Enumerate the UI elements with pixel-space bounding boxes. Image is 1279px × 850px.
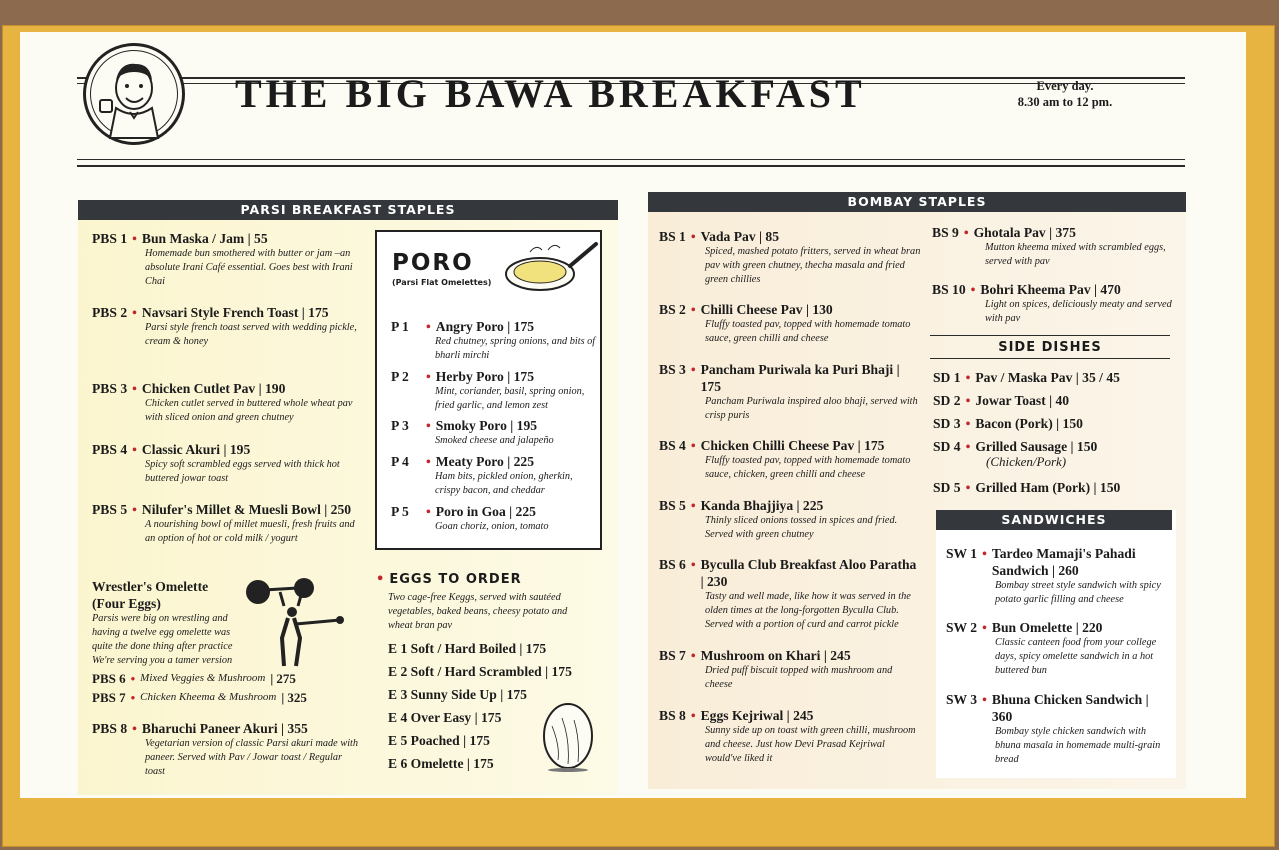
pbs-3[interactable]: PBS 3 • Chicken Cutlet Pav | 190 Chicken cutlet served in buttered whole wheat pav with sliced onion and green chutney <box>92 380 360 425</box>
side-4-note: (Chicken/Pork) <box>986 454 1067 469</box>
page-title: THE BIG BAWA BREAKFAST <box>235 71 866 116</box>
sandwich-heading: SANDWICHES <box>936 510 1172 530</box>
poro-4[interactable]: P 4 • Meaty Poro | 225 Ham bits, pickled onion, gherkin, crispy bacon, and cheddar <box>391 453 596 498</box>
poro-3-desc: Smoked cheese and jalapeño <box>435 435 554 446</box>
poro-4-name: Meaty Poro | 225 <box>435 454 535 469</box>
pbs-5[interactable]: PBS 5 • Nilufer's Millet & Muesli Bowl | 250 A nourishing bowl of millet muesli, fresh fruits and an option of hot or cold milk / yogurt <box>92 501 360 546</box>
side-2[interactable]: SD 2 • Jowar Toast | 40 <box>933 393 1070 408</box>
bs-2-name: Chilli Cheese Pav | 130 <box>700 302 833 317</box>
opening-hours <box>990 78 1140 110</box>
side-5[interactable]: SD 5 • Grilled Ham (Pork) | 150 <box>933 480 1121 495</box>
side-1[interactable]: SD 1 • Pav / Maska Pav | 35 / 45 <box>933 370 1120 385</box>
poro-1-name: Angry Poro | 175 <box>435 319 535 334</box>
side-1-code: SD 1 <box>933 370 961 385</box>
bs-2-code: BS 2 <box>659 302 686 317</box>
bombay-heading: BOMBAY STAPLES <box>648 192 1186 212</box>
eggs-desc: Two cage-free Keggs, served with sautéed vegetables, baked beans, cheesy potato and wheat bran pav <box>388 592 568 631</box>
bs-5[interactable]: BS 5 • Kanda Bhajjiya | 225 Thinly sliced onions tossed in spices and fried. Served with green chutney <box>659 497 921 542</box>
wrestler-illustration <box>244 576 348 668</box>
sw-2-desc: Classic canteen food from your college days, spicy omelette sandwich in a hot buttered bun <box>995 637 1157 676</box>
hours-time: 8.30 am to 12 pm. <box>1017 95 1113 109</box>
bs-4-code: BS 4 <box>659 438 686 453</box>
side-2-name: Jowar Toast | 40 <box>975 393 1070 408</box>
pbs-4-name: Classic Akuri | 195 <box>141 442 251 457</box>
poro-5-desc: Goan choriz, onion, tomato <box>435 521 549 532</box>
side-5-name: Grilled Ham (Pork) | 150 <box>975 480 1121 495</box>
side-4-code: SD 4 <box>933 439 961 454</box>
poro-4-code: P 4 <box>391 454 409 469</box>
bs-7-code: BS 7 <box>659 648 686 663</box>
poro-1-code: P 1 <box>391 319 409 334</box>
bs-3-name: Pancham Puriwala ka Puri Bhaji | 175 <box>700 362 900 394</box>
poro-5-name: Poro in Goa | 225 <box>435 504 536 519</box>
pbs-4[interactable]: PBS 4 • Classic Akuri | 195 Spicy soft scrambled eggs served with thick hot buttered jowar toast <box>92 441 360 486</box>
bs-1-name: Vada Pav | 85 <box>700 229 779 244</box>
egg-option-4[interactable]: E 4 Over Easy | 175 <box>388 710 502 725</box>
poro-4-desc: Ham bits, pickled onion, gherkin, crispy bacon, and cheddar <box>435 471 573 496</box>
bs-7-desc: Dried puff biscuit topped with mushroom and cheese <box>705 665 893 690</box>
poro-1-desc: Red chutney, spring onions, and bits of bharli mirchi <box>435 336 596 361</box>
sw-1[interactable]: SW 1 • Tardeo Mamaji's Pahadi Sandwich | 260 Bombay street style sandwich with spicy potato garlic filling and cheese <box>946 545 1168 607</box>
eggs-heading: • EGGS TO ORDER <box>376 572 522 587</box>
side-2-code: SD 2 <box>933 393 961 408</box>
bs-6-name: Byculla Club Breakfast Aloo Paratha | 230 <box>700 557 917 589</box>
pbs-7[interactable]: PBS 7 • Chicken Kheema & Mushroom | 325 <box>92 690 307 705</box>
bs-7[interactable]: BS 7 • Mushroom on Khari | 245 Dried puff biscuit topped with mushroom and cheese <box>659 647 921 692</box>
egg-option-3[interactable]: E 3 Sunny Side Up | 175 <box>388 687 527 702</box>
poro-2[interactable]: P 2 • Herby Poro | 175 Mint, coriander, basil, spring onion, fried garlic, and lemon zest <box>391 368 596 413</box>
pbs-3-desc: Chicken cutlet served in buttered whole wheat pav with sliced onion and green chutney <box>145 398 353 423</box>
bs-5-code: BS 5 <box>659 498 686 513</box>
egg-option-1[interactable]: E 1 Soft / Hard Boiled | 175 <box>388 641 547 656</box>
hours-days: Every day. <box>1036 79 1094 93</box>
bs-10-desc: Light on spices, deliciously meaty and served with pav <box>985 299 1172 324</box>
sw-2[interactable]: SW 2 • Bun Omelette | 220 Classic canteen food from your college days, spicy omelette sandwich in a hot buttered bun <box>946 619 1168 678</box>
bawa-mascot-logo <box>83 43 185 145</box>
poro-title: PORO <box>392 250 474 276</box>
sides-heading: SIDE DISHES <box>998 340 1102 355</box>
pbs-5-name: Nilufer's Millet & Muesli Bowl | 250 <box>141 502 352 517</box>
pbs-1-desc: Homemade bun smothered with butter or jam –an absolute Irani Café essential. Goes best with Irani Chai <box>145 248 353 287</box>
bs-2-desc: Fluffy toasted pav, topped with homemade tomato sauce, green chilli and cheese <box>705 319 911 344</box>
pbs-3-name: Chicken Cutlet Pav | 190 <box>141 381 286 396</box>
bs-9[interactable]: BS 9 • Ghotala Pav | 375 Mutton kheema mixed with scrambled eggs, served with pav <box>932 224 1172 269</box>
side-3-name: Bacon (Pork) | 150 <box>975 416 1083 431</box>
bs-5-name: Kanda Bhajjiya | 225 <box>700 498 824 513</box>
bs-3-code: BS 3 <box>659 362 686 377</box>
pbs-8[interactable]: PBS 8 • Bharuchi Paneer Akuri | 355 Vegetarian version of classic Parsi akuri made with paneer. Served with Pav / Jowar toast / Regular toast <box>92 720 362 779</box>
wrestler-title: Wrestler's Omelette <box>92 579 209 594</box>
pbs-5-code: PBS 5 <box>92 502 128 517</box>
bs-6-desc: Tasty and well made, like how it was served in the olden times at the long-forgotten Byculla Club. Served with a portion of curd and carrot pickle <box>705 591 911 630</box>
bs-9-name: Ghotala Pav | 375 <box>973 225 1076 240</box>
bs-6-code: BS 6 <box>659 557 686 572</box>
wrestler-desc: Parsis were big on wrestling and having a twelve egg omelette was quite the done thing after practice We're serving you a tamer version <box>92 613 233 666</box>
poro-2-desc: Mint, coriander, basil, spring onion, fried garlic, and lemon zest <box>435 386 585 411</box>
bs-8-code: BS 8 <box>659 708 686 723</box>
bs-4-desc: Fluffy toasted pav, topped with homemade tomato sauce, chicken, green chilli and cheese <box>705 455 911 480</box>
pbs-4-code: PBS 4 <box>92 442 128 457</box>
pbs-7-code: PBS 7 <box>92 690 126 705</box>
pbs-8-name: Bharuchi Paneer Akuri | 355 <box>141 721 308 736</box>
poro-2-name: Herby Poro | 175 <box>435 369 535 384</box>
bs-3[interactable]: BS 3 • Pancham Puriwala ka Puri Bhaji | 175 Pancham Puriwala inspired aloo bhaji, served with crisp puris <box>659 361 921 423</box>
pbs-5-desc: A nourishing bowl of millet muesli, fresh fruits and an option of hot or cold milk / yogurt <box>145 519 355 544</box>
pbs-3-code: PBS 3 <box>92 381 128 396</box>
poro-2-code: P 2 <box>391 369 409 384</box>
pbs-4-desc: Spicy soft scrambled eggs served with thick hot buttered jowar toast <box>145 459 340 484</box>
bs-3-desc: Pancham Puriwala inspired aloo bhaji, served with crisp puris <box>705 396 918 421</box>
pbs-6-code: PBS 6 <box>92 671 126 686</box>
pbs-6-name: Mixed Veggies & Mushroom <box>140 672 266 684</box>
egg-option-2[interactable]: E 2 Soft / Hard Scrambled | 175 <box>388 664 572 679</box>
pbs-1-code: PBS 1 <box>92 231 128 246</box>
bs-10-name: Bohri Kheema Pav | 470 <box>980 282 1121 297</box>
bs-6[interactable]: BS 6 • Byculla Club Breakfast Aloo Paratha | 230 Tasty and well made, like how it was served in the olden times at the long-forgotten Byculla Club. Served with a portion of curd and carrot pickle <box>659 556 921 632</box>
bs-1-code: BS 1 <box>659 229 686 244</box>
sw-2-code: SW 2 <box>946 620 978 635</box>
bs-4-name: Chicken Chilli Cheese Pav | 175 <box>700 438 885 453</box>
pbs-7-price: | 325 <box>281 690 307 705</box>
bs-8-desc: Sunny side up on toast with green chilli, mushroom and cheese. Just how Devi Prasad Kejriwal would've liked it <box>705 725 916 764</box>
side-4-name: Grilled Sausage | 150 <box>975 439 1098 454</box>
pbs-1-name: Bun Maska / Jam | 55 <box>141 231 268 246</box>
egg-icon <box>538 696 600 772</box>
side-4[interactable]: SD 4 • Grilled Sausage | 150 (Chicken/Pork) <box>933 438 1168 469</box>
pbs-2-desc: Parsi style french toast served with wedding pickle, cream & honey <box>145 322 357 347</box>
bs-4[interactable]: BS 4 • Chicken Chilli Cheese Pav | 175 Fluffy toasted pav, topped with homemade tomato sauce, chicken, green chilli and cheese <box>659 437 921 482</box>
pbs-6-price: | 275 <box>270 671 296 686</box>
side-3[interactable]: SD 3 • Bacon (Pork) | 150 <box>933 416 1083 431</box>
sw-2-name: Bun Omelette | 220 <box>991 620 1103 635</box>
side-3-code: SD 3 <box>933 416 961 431</box>
pbs-8-code: PBS 8 <box>92 721 128 736</box>
poro-1[interactable]: P 1 • Angry Poro | 175 Red chutney, spring onions, and bits of bharli mirchi <box>391 319 596 361</box>
bs-5-desc: Thinly sliced onions tossed in spices and fried. Served with green chutney <box>705 515 898 540</box>
pbs-7-name: Chicken Kheema & Mushroom <box>140 691 277 703</box>
bs-1-desc: Spiced, mashed potato fritters, served in wheat bran pav with green chutney, thecha masala and fried green chillies <box>705 246 921 285</box>
pbs-8-desc: Vegetarian version of classic Parsi akuri made with paneer. Served with Pav / Jowar toast / Regular toast <box>145 738 359 777</box>
sw-3-desc: Bombay style chicken sandwich with bhuna masala in homemade multi-grain bread <box>995 726 1161 765</box>
side-1-name: Pav / Maska Pav | 35 / 45 <box>975 370 1120 385</box>
bs-8[interactable]: BS 8 • Eggs Kejriwal | 245 Sunny side up on toast with green chilli, mushroom and cheese. Just how Devi Prasad Kejriwal would've liked it <box>659 707 921 766</box>
side-5-code: SD 5 <box>933 480 961 495</box>
poro-5-code: P 5 <box>391 504 409 519</box>
egg-option-6[interactable]: E 6 Omelette | 175 <box>388 756 494 771</box>
bs-9-desc: Mutton kheema mixed with scrambled eggs, served with pav <box>985 242 1166 267</box>
parsi-heading: PARSI BREAKFAST STAPLES <box>78 200 618 220</box>
poro-3[interactable]: P 3 • Smoky Poro | 195 Smoked cheese and jalapeño <box>391 417 596 448</box>
pbs-6[interactable]: PBS 6 • Mixed Veggies & Mushroom | 275 <box>92 671 296 686</box>
sw-3-name: Bhuna Chicken Sandwich | 360 <box>991 692 1149 724</box>
bs-1[interactable]: BS 1 • Vada Pav | 85 Spiced, mashed potato fritters, served in wheat bran pav with green chutney, thecha masala and fried green chillies <box>659 229 921 285</box>
pbs-2[interactable]: PBS 2 • Navsari Style French Toast | 175 Parsi style french toast served with wedding pickle, cream & honey <box>92 304 360 349</box>
wrestler-subtitle: (Four Eggs) <box>92 596 161 611</box>
bs-9-code: BS 9 <box>932 225 959 240</box>
pbs-1[interactable]: PBS 1 • Bun Maska / Jam | 55 Homemade bun smothered with butter or jam –an absolute Irani Café essential. Goes best with Irani Chai <box>92 230 360 289</box>
poro-5[interactable]: P 5 • Poro in Goa | 225 Goan choriz, onion, tomato <box>391 503 596 534</box>
poro-3-name: Smoky Poro | 195 <box>435 418 538 433</box>
egg-option-5[interactable]: E 5 Poached | 175 <box>388 733 490 748</box>
pbs-2-code: PBS 2 <box>92 305 128 320</box>
bs-8-name: Eggs Kejriwal | 245 <box>700 708 814 723</box>
bs-10[interactable]: BS 10 • Bohri Kheema Pav | 470 Light on spices, deliciously meaty and served with pav <box>932 282 1172 324</box>
bs-2[interactable]: BS 2 • Chilli Cheese Pav | 130 Fluffy toasted pav, topped with homemade tomato sauce, green chilli and cheese <box>659 301 921 346</box>
sw-1-desc: Bombay street style sandwich with spicy potato garlic filling and cheese <box>995 580 1161 605</box>
sw-1-name: Tardeo Mamaji's Pahadi Sandwich | 260 <box>991 546 1136 578</box>
sw-3-code: SW 3 <box>946 692 978 707</box>
pbs-2-name: Navsari Style French Toast | 175 <box>141 305 329 320</box>
bs-10-code: BS 10 <box>932 282 966 297</box>
sw-3[interactable]: SW 3 • Bhuna Chicken Sandwich | 360 Bombay style chicken sandwich with bhuna masala in homemade multi-grain bread <box>946 691 1168 767</box>
bs-7-name: Mushroom on Khari | 245 <box>700 648 851 663</box>
poro-3-code: P 3 <box>391 418 409 433</box>
sw-1-code: SW 1 <box>946 546 978 561</box>
frying-pan-icon <box>500 238 600 294</box>
poro-subtitle: (Parsi Flat Omelettes) <box>392 278 492 287</box>
